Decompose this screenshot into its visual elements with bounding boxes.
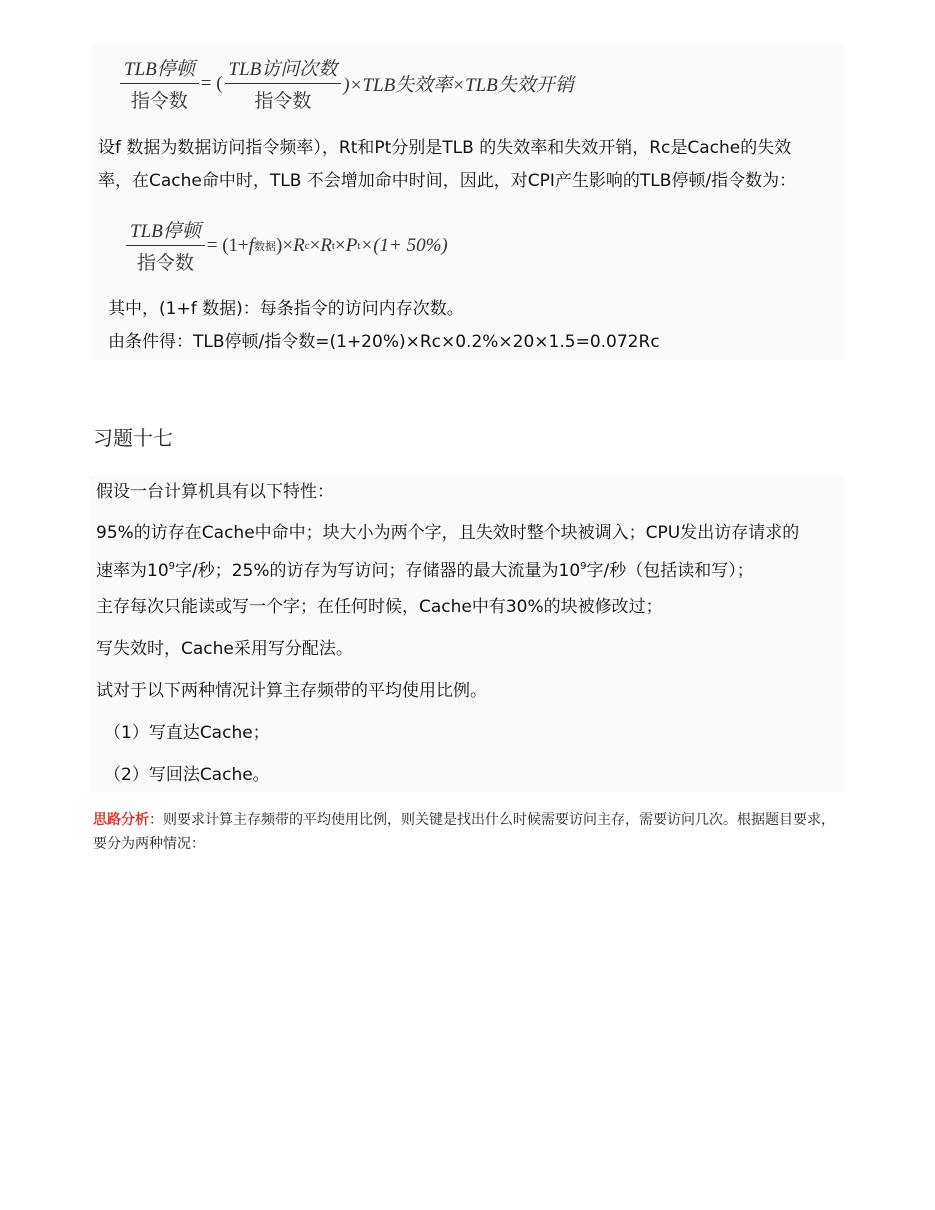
paragraph-line: 设f 数据为数据访问指令频率），Rt和Pt分别是TLB 的失效率和失效开销，Rc是Cache的失效 [98, 138, 792, 158]
problem-line [96, 550, 754, 588]
paragraph-line: 其中，(1+f 数据)：每条指令的访问内存次数。 [108, 299, 464, 319]
fraction-numerator: TLB停顿 [126, 216, 205, 246]
formula-subscript: 数据 [254, 240, 277, 253]
problem-line: 主存每次只能读或写一个字；在任何时候，Cache中有30%的块被修改过； [96, 597, 663, 617]
formula-subscript: c [304, 239, 310, 252]
formula-operator: )× [276, 234, 294, 256]
problem-item-2: （2）写回法Cache。 [104, 765, 270, 785]
analysis-body: ：则要求计算主存频带的平均使用比例，则关键是找出什么时候需要访问主存，需要访问几次。根据题目要求，要分为两种情况： [93, 812, 835, 852]
analysis-lead: 思路分析 [93, 812, 149, 828]
formula-operator: = (1+ [206, 234, 249, 256]
formula-tail: )×TLB失效率×TLB失效开销 [343, 75, 574, 96]
problem-text: 速率为10 [96, 561, 169, 581]
formula-symbol: R [320, 234, 332, 256]
superscript: 9 [580, 561, 587, 572]
fraction-rhs [225, 54, 342, 113]
problem-text: 字/秒（包括读和写）； [586, 561, 754, 581]
problem-line: 95%的访存在Cache中命中；块大小为两个字，且失效时整个块被调入；CPU发出访存请求的 [96, 523, 800, 543]
solution-block [92, 44, 844, 360]
formula-tlb-stall-2 [124, 216, 448, 275]
analysis-paragraph [93, 808, 838, 856]
fraction-lhs [126, 216, 205, 275]
superscript: 9 [168, 561, 176, 572]
fraction-numerator: TLB停顿 [120, 54, 199, 84]
formula-tlb-stall-1 [118, 54, 574, 113]
problem-block [90, 476, 844, 792]
formula-operator: = ( [200, 72, 223, 94]
formula-symbol: P [345, 234, 358, 256]
formula-tail: ×(1+ 50%) [360, 234, 448, 256]
fraction-lhs [120, 54, 199, 113]
formula-operator: × [334, 234, 346, 256]
paragraph-line: 率，在Cache命中时，TLB 不会增加命中时间，因此，对CPI产生影响的TLB停顿/指令数为： [98, 171, 797, 191]
fraction-denominator: 指令数 [254, 91, 312, 112]
problem-text: 字/秒；25%的访存为写访问；存储器的最大流量为10 [175, 561, 581, 581]
formula-operator: × [309, 234, 321, 256]
fraction-numerator: TLB访问次数 [225, 54, 342, 84]
paragraph-line: 由条件得：TLB停顿/指令数=(1+20%)×Rc×0.2%×20×1.5=0.072Rc [108, 332, 660, 352]
section-heading: 习题十七 [93, 426, 173, 450]
formula-subscript: t [357, 239, 361, 252]
formula-symbol: R [293, 234, 305, 256]
problem-item-1: （1）写直达Cache； [104, 723, 270, 743]
problem-line: 写失效时，Cache采用写分配法。 [96, 639, 353, 659]
problem-line: 试对于以下两种情况计算主存频带的平均使用比例。 [96, 681, 487, 701]
formula-symbol: f [248, 234, 255, 256]
fraction-denominator: 指令数 [130, 91, 188, 112]
fraction-denominator: 指令数 [136, 253, 194, 274]
formula-subscript: t [331, 239, 335, 252]
problem-line: 假设一台计算机具有以下特性： [96, 482, 334, 502]
